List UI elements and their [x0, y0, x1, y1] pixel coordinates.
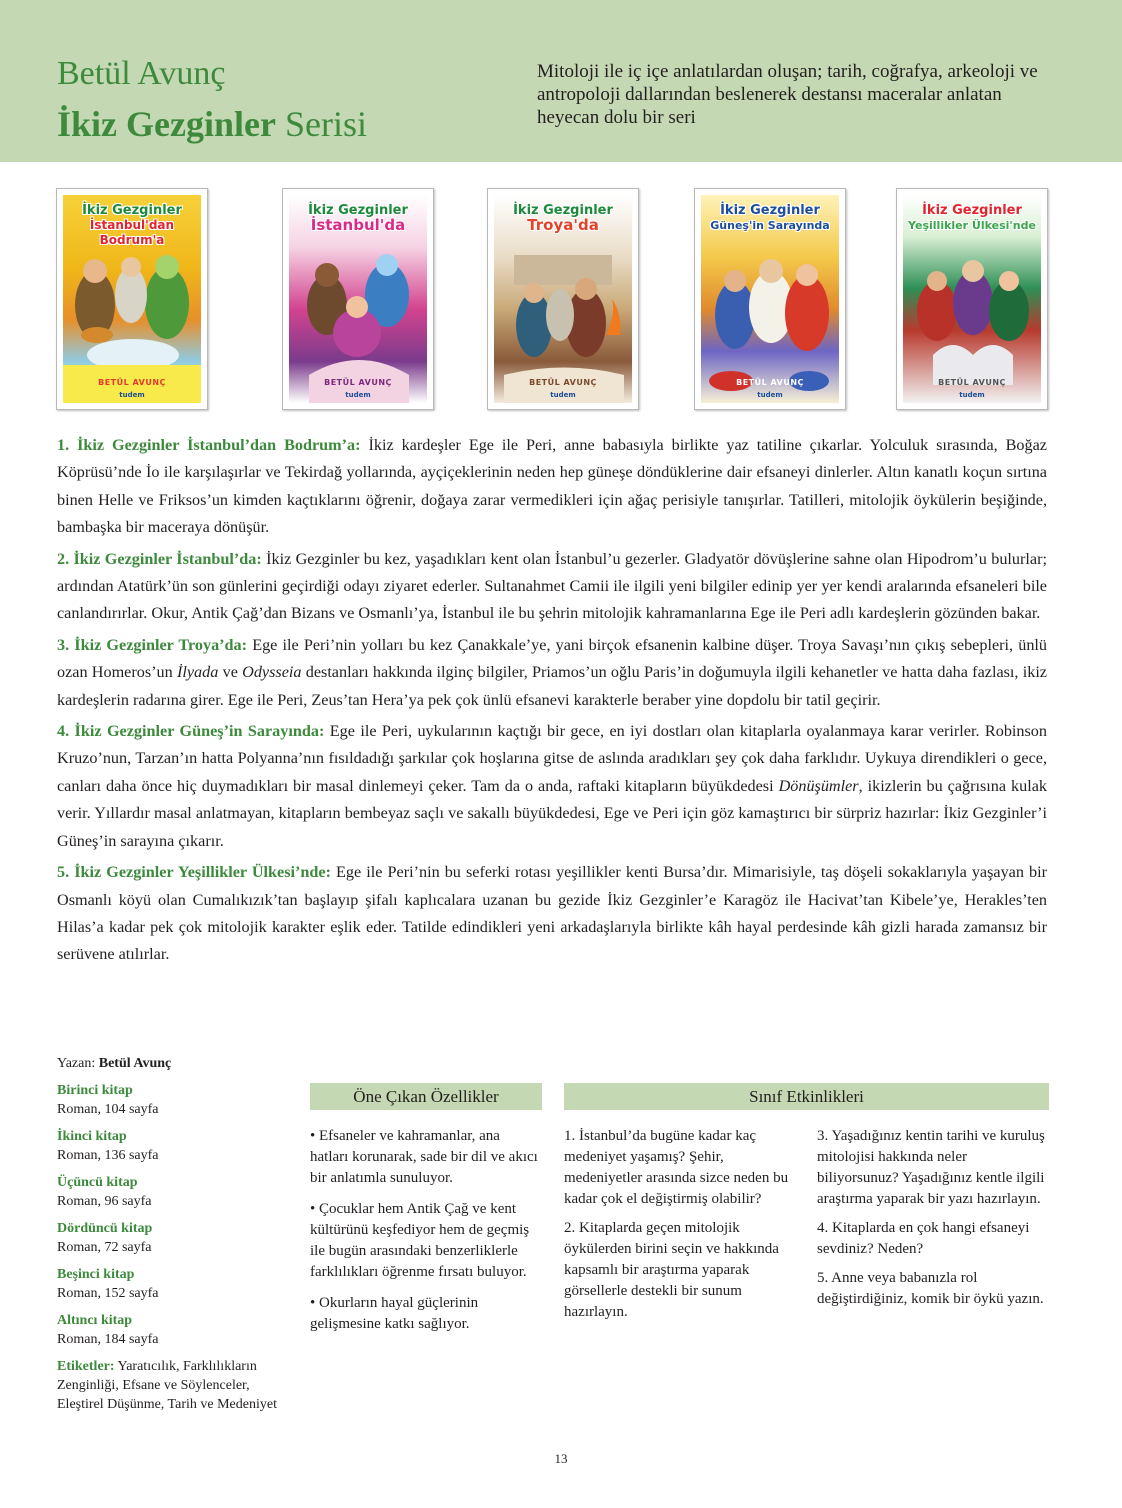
header-banner [0, 0, 1122, 162]
book-summary: ve [218, 663, 243, 682]
tags-label: Etiketler: [57, 1359, 115, 1374]
cover-publisher: tudem [345, 391, 371, 399]
book-summary: Ege ile Peri, uykularının kaçtığı bir gece, en iyi dostları olan kitaplarla oyalanmaya karar verirler. Robinson Kruzo’nun, Tarzan’ın hatta Polyanna’nın fısıldadığı şarkılar çok hoşlarına gitse de aslında aradıkları şey çok daha farklıdır. Uykuya direndikleri o gece, canları daha önce hiç duymadıkları bir masal dinlemeyi çeker. Tam da o anda, raftaki kitapların büyükdedesi [57, 722, 1047, 795]
series-tagline: Mitoloji ile iç içe anlatılardan oluşan; tarih, coğrafya, arkeoloji ve antropoloji dallarından beslenerek destansı maceralar anlatan heyecan dolu bir seri [537, 61, 1038, 128]
book-info-label: Dördüncü kitap [57, 1221, 153, 1236]
book-description-1 [57, 432, 1047, 542]
book-cover-1[interactable] [56, 188, 208, 410]
cover-author: BETÜL AVUNÇ [938, 378, 1006, 387]
page-number: 13 [554, 1451, 568, 1466]
cover-title: İkiz Gezginler Troya'da [513, 203, 613, 234]
book-title: 1. İkiz Gezginler İstanbul’dan Bodrum’a: [57, 436, 361, 454]
writer-name: Betül Avunç [98, 1056, 172, 1071]
book-title: 2. İkiz Gezginler İstanbul’da: [57, 549, 262, 568]
book-info-detail: Roman, 152 sayfa [57, 1286, 159, 1301]
author-name: Betül Avunç [57, 55, 226, 92]
tags-text: Yaratıcılık, Farklılıkların Zenginliği, Efsane ve Söylenceler, Eleştirel Düşünme, Tarih ve Medeniyet [57, 1359, 277, 1412]
book-info-4 [57, 1219, 277, 1257]
feature-item: • Okurların hayal güçlerinin gelişmesine katkı sağlıyor. [310, 1295, 479, 1332]
book-summary-italic: Dönüşümler [778, 776, 859, 795]
cover-publisher: tudem [757, 391, 783, 399]
book-info-label: İkinci kitap [57, 1129, 127, 1144]
book-description-5 [57, 859, 1047, 969]
activities-column-2 [817, 1126, 1049, 1318]
book-info-1 [57, 1081, 277, 1119]
cover-author: BETÜL AVUNÇ [324, 378, 392, 387]
features-heading: Öne Çıkan Özellikler [310, 1083, 542, 1110]
book-cover-5[interactable] [896, 188, 1048, 410]
book-summary: Ege ile Peri’nin bu seferki rotası yeşillikler kenti Bursa’dır. Mimarisiyle, taş döşeli sokaklarıyla yaşayan bir Osmanlı köyü olan Cumalıkızık’tan başlayıp şifalı kaplıcalara uzanan bu gezide İkiz Gezginler’e Karagöz ile Hacivat’tan Kibele’ye, Herakles’ten Hilas’a kadar pek çok mitolojik karakter eşlik eder. Tatilde edindikleri yeni arkadaşlarıyla birlikte kâh hayal perdesinde kâh gizli harada zamansız bir serüvene atılırlar. [57, 863, 1047, 964]
book-info-sidebar [57, 1054, 277, 1414]
book-info-6 [57, 1311, 277, 1349]
book-summary: İkiz kardeşler Ege ile Peri, anne babasıyla birlikte yaz tatiline çıkarlar. Yolculuk sırasında, Boğaz Köprüsü’nde İo ile karşılaşırlar ve Tekirdağ yollarında, ayçiçeklerinin neden hep güneşe döndüklerine dair efsaneyi dinlerler. Altın kanatlı koçun sırtına binen Helle ve Friksos’un kimden kaçtıklarını öğrenir, doğaya zarar vermedikleri için ağaç perisiyle tanışırlar. Tatilleri, mitolojik öykülerin beşiğinde, bambaşka bir maceraya dönüşür. [57, 436, 1047, 537]
book-info-detail: Roman, 72 sayfa [57, 1240, 152, 1255]
feature-item: • Efsaneler ve kahramanlar, ana hatları korunarak, sade bir dil ve akıcı bir anlatımla sunuluyor. [310, 1128, 538, 1186]
series-title [57, 102, 367, 146]
tags [57, 1357, 277, 1414]
book-summary-italic: İlyada [176, 663, 219, 682]
activities-heading: Sınıf Etkinlikleri [564, 1083, 1049, 1110]
book-info-2 [57, 1127, 277, 1165]
book-title: 3. İkiz Gezginler Troya’da: [57, 635, 248, 654]
book-summary-italic: Odysseia [242, 663, 302, 682]
book-info-detail: Roman, 104 sayfa [57, 1102, 159, 1117]
book-info-3 [57, 1173, 277, 1211]
cover-author: BETÜL AVUNÇ [529, 378, 597, 387]
series-title-rest: Serisi [275, 104, 367, 144]
book-cover-2[interactable] [282, 188, 434, 410]
series-title-bold: İkiz Gezginler [57, 104, 276, 144]
book-summary: İkiz Gezginler bu kez, yaşadıkları kent olan İstanbul’u gezerler. Gladyatör dövüşlerine sahne olan Hipodrom’u bulurlar; ardından Atatürk’ün son günlerini geçirdiği odayı ziyaret ederler. Sultanahmet Camii ile ilgili yeni bilgiler edinip yer yer kendi aralarında efsaneleri bile canlandırırlar. Okur, Antik Çağ’dan Bizans ve Osmanlı’ya, İstanbul ile bu şehrin mitolojik kahramanlarına Ege ile Peri adlı kardeşlerin gözünden bakar. [57, 549, 1047, 623]
book-summary: Ege ile Peri’nin yolları bu kez Çanakkale’ye, yani birçok efsanenin kalbine düşer. Troya Savaşı’nın çıkış sebepleri, ünlü ozan Homeros’un [57, 635, 1047, 682]
cover-title: İkiz Gezginler İstanbul'dan Bodrum'a [82, 203, 182, 247]
writer-line [57, 1054, 277, 1073]
book-covers-row [0, 188, 1122, 412]
activities-column-1 [564, 1126, 796, 1331]
book-descriptions [57, 432, 1047, 973]
cover-publisher: tudem [550, 391, 576, 399]
book-info-detail: Roman, 96 sayfa [57, 1194, 152, 1209]
feature-item: • Çocuklar hem Antik Çağ ve kent kültürünü keşfediyor hem de geçmiş ile bugün arasındaki benzerliklerle farklılıkları öğrenme fırsatı buluyor. [310, 1201, 530, 1280]
book-cover-4[interactable] [694, 188, 846, 410]
features-list [310, 1126, 542, 1345]
cover-title: İkiz Gezginler Yeşillikler Ülkesi'nde [908, 203, 1036, 232]
activity-item: 5. Anne veya babanızla rol değiştirdiğiniz, komik bir öykü yazın. [817, 1270, 1044, 1307]
book-info-label: Beşinci kitap [57, 1267, 135, 1282]
cover-publisher: tudem [959, 391, 985, 399]
activity-item: 4. Kitaplarda en çok hangi efsaneyi sevdiniz? Neden? [817, 1220, 1030, 1257]
book-title: 4. İkiz Gezginler Güneş’in Sarayında: [57, 722, 325, 741]
book-info-detail: Roman, 184 sayfa [57, 1332, 159, 1347]
book-info-label: Üçüncü kitap [57, 1175, 138, 1190]
book-info-label: Birinci kitap [57, 1083, 133, 1098]
book-description-2 [57, 546, 1047, 628]
book-description-4 [57, 718, 1047, 855]
book-description-3 [57, 632, 1047, 714]
cover-author: BETÜL AVUNÇ [98, 378, 166, 387]
writer-label: Yazan: [57, 1056, 99, 1071]
cover-title: İkiz Gezginler Güneş'in Sarayında [710, 203, 830, 232]
book-info-label: Altıncı kitap [57, 1313, 133, 1328]
book-title: 5. İkiz Gezginler Yeşillikler Ülkesi’nde: [57, 863, 331, 882]
activity-item: 1. İstanbul’da bugüne kadar kaç medeniyet yaşamış? Şehir, medeniyetler arasında sizce neden bu kadar çok el değiştirmiş olabilir? [564, 1128, 789, 1207]
book-info-detail: Roman, 136 sayfa [57, 1148, 159, 1163]
cover-publisher: tudem [119, 391, 145, 399]
activity-item: 3. Yaşadığınız kentin tarihi ve kuruluş mitolojisi hakkında neler biliyorsunuz? Yaşadığınız kentle ilgili araştırma yaparak bir yazı hazırlayın. [817, 1128, 1045, 1207]
book-cover-3[interactable] [487, 188, 639, 410]
activity-item: 2. Kitaplarda geçen mitolojik öykülerden birini seçin ve hakkında kapsamlı bir araştırma yaparak görsellerle destekli bir sunum hazırlayın. [564, 1220, 779, 1320]
book-info-5 [57, 1265, 277, 1303]
book-summary: , ikizlerin bu çağrısına kulak verir. Yıllardır masal anlatmayan, kitapların bembeyaz saçlı ve sakallı büyükdedesi, Ege ve Peri için göz kamaştırıcı bir sürpriz hazırlar: İkiz Gezginler’i Güneş’in sarayına çıkarır. [57, 776, 1048, 850]
book-summary: destanları hakkında ilginç bilgiler, Priamos’un oğlu Paris’in doğumuyla ilgili kehanetler ve hatta daha fazlası, ikiz kardeşlerin radarına girer. Ege ile Peri, Zeus’tan Hera’ya pek çok ünlü efsanevi karakterle beraber yine dopdolu bir tatil geçirir. [57, 663, 1047, 709]
cover-author: BETÜL AVUNÇ [736, 378, 804, 387]
cover-title: İkiz Gezginler İstanbul'da [308, 203, 408, 234]
